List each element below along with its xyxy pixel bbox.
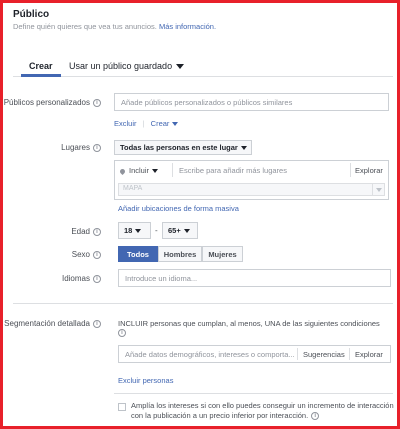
exclude-people-link[interactable]: Excluir personas (118, 376, 174, 385)
caret-down-icon (152, 169, 158, 173)
audience-tabs (13, 55, 393, 77)
expand-interests-line1: Amplía los intereses si con ello puedes conseguir un incremento de interacción (131, 401, 394, 410)
bulk-locations-link[interactable]: Añadir ubicaciones de forma masiva (118, 204, 239, 213)
subtitle-text: Define quién quieres que vea tus anuncios. (13, 22, 157, 31)
age-max-select[interactable] (162, 222, 198, 239)
detailed-browse-button[interactable]: Explorar (355, 350, 383, 359)
custom-audiences-actions (114, 119, 178, 128)
more-info-link[interactable]: Más información. (158, 22, 217, 31)
include-condition-text: INCLUIR personas que cumplan, al menos, UNA de las siguientes condiciones (118, 319, 380, 328)
tab-saved-audience[interactable] (69, 61, 184, 71)
gender-all-button[interactable]: Todos (118, 246, 158, 262)
caret-down-icon (176, 64, 184, 69)
expand-interests-line2 (131, 411, 393, 421)
actions-separator: | (142, 119, 145, 128)
info-icon[interactable]: i (93, 320, 101, 328)
exclude-link[interactable]: Excluir (114, 119, 137, 128)
gender-label (72, 250, 101, 259)
location-pin-icon (119, 167, 126, 174)
expand-interests-text (131, 401, 393, 421)
map-bar[interactable] (118, 183, 385, 196)
panel-title: Público (13, 9, 50, 20)
detailed-browse-divider (349, 348, 350, 360)
gender-men-button[interactable]: Hombres (158, 246, 202, 262)
caret-down-icon (135, 229, 141, 233)
caret-down-icon (172, 122, 178, 126)
custom-audiences-label (4, 98, 101, 107)
tab-create[interactable]: Crear (29, 61, 53, 71)
languages-label-text: Idiomas (61, 274, 90, 283)
age-dash: - (155, 226, 158, 235)
info-icon[interactable]: i (93, 228, 101, 236)
age-label (71, 227, 101, 236)
detailed-targeting-label (4, 319, 101, 328)
expand-interests-checkbox[interactable] (118, 403, 126, 411)
detailed-targeting-label-text: Segmentación detallada (4, 319, 90, 328)
location-search-input[interactable]: Escribe para añadir más lugares (179, 166, 287, 175)
tab-saved-audience-label: Usar un público guardado (69, 61, 173, 71)
custom-audiences-input[interactable]: Añade públicos personalizados o públicos similares (114, 93, 389, 111)
browse-divider (350, 163, 351, 177)
locations-label-text: Lugares (61, 143, 90, 152)
detailed-targeting-placeholder: Añade datos demográficos, intereses o comporta... (125, 350, 295, 359)
info-icon[interactable]: i (93, 251, 101, 259)
gender-women-button[interactable]: Mujeres (202, 246, 243, 262)
suggestions-button[interactable]: Sugerencias (303, 350, 345, 359)
include-divider (172, 163, 173, 177)
map-label: MAPA (123, 185, 143, 192)
map-toggle[interactable] (372, 184, 384, 195)
info-icon[interactable]: i (93, 144, 101, 152)
panel-subtitle (13, 22, 216, 31)
age-min-select[interactable] (118, 222, 151, 239)
languages-label (62, 274, 101, 283)
create-link-label: Crear (150, 119, 170, 128)
include-condition-info (118, 328, 126, 337)
include-label: Incluir (129, 166, 150, 175)
locations-type-value: Todas las personas en este lugar (120, 143, 238, 152)
info-icon[interactable]: i (311, 412, 319, 420)
info-icon[interactable]: i (118, 329, 126, 337)
age-label-text: Edad (71, 227, 90, 236)
custom-audiences-label-text: Públicos personalizados (3, 98, 90, 107)
expand-interests-line2-text: con la publicación a un precio inferior por interacción. (131, 411, 309, 420)
languages-input[interactable]: Introduce un idioma... (118, 269, 391, 287)
info-icon[interactable]: i (93, 99, 101, 107)
section-divider (13, 303, 393, 304)
info-icon[interactable]: i (93, 275, 101, 283)
locations-type-dropdown[interactable] (114, 140, 252, 155)
gender-label-text: Sexo (71, 250, 90, 259)
expand-divider (114, 393, 393, 394)
location-browse-button[interactable]: Explorar (355, 166, 383, 175)
suggestions-divider (297, 348, 298, 360)
age-min-value: 18 (124, 226, 133, 235)
caret-down-icon (376, 188, 382, 192)
include-dropdown[interactable] (120, 166, 158, 175)
caret-down-icon (241, 146, 247, 150)
locations-label (61, 143, 101, 152)
caret-down-icon (184, 229, 190, 233)
age-max-value: 65+ (168, 226, 181, 235)
detailed-targeting-input[interactable] (118, 345, 391, 363)
create-link[interactable] (151, 119, 179, 128)
